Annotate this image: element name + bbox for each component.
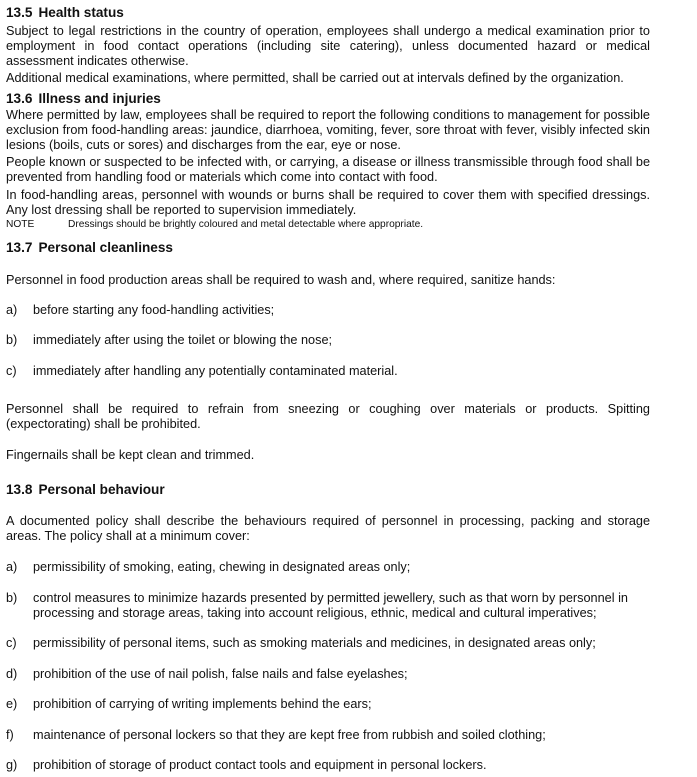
- list-marker: a): [6, 560, 18, 574]
- list-marker: b): [6, 591, 18, 605]
- paragraph: Where permitted by law, employees shall be required to report the following conditions to management for possible exclusion from food-handling areas: jaundice, diarrhoea, vomiting, fever, sore throat with fever, visibly infected skin lesions (boils, cuts or sores) and discharges from the ear, eye or nose.: [6, 108, 650, 152]
- note-label: NOTE: [6, 219, 35, 230]
- section-title: Personal cleanliness: [38, 240, 173, 255]
- list-item: [6, 303, 650, 318]
- list-item: [6, 364, 650, 379]
- list-item: [6, 728, 650, 743]
- list-item-text: prohibition of storage of product contact tools and equipment in personal lockers.: [33, 758, 487, 772]
- list-item: [6, 636, 650, 651]
- paragraph: A documented policy shall describe the behaviours required of personnel in processing, packing and storage areas. The policy shall at a minimum cover:: [6, 514, 650, 543]
- list-item: [6, 560, 650, 575]
- section-title: Health status: [38, 5, 124, 20]
- list-item-text: prohibition of the use of nail polish, false nails and false eyelashes;: [33, 667, 408, 681]
- list-item: [6, 758, 650, 773]
- list-item: [6, 591, 650, 621]
- list-item: [6, 667, 650, 682]
- list-item-text: prohibition of carrying of writing implements behind the ears;: [33, 697, 372, 711]
- list-marker: e): [6, 697, 18, 711]
- paragraph: In food-handling areas, personnel with wounds or burns shall be required to cover them with specified dressings. Any lost dressing shall be reported to supervision immediately.: [6, 188, 650, 217]
- list-item-text: permissibility of smoking, eating, chewing in designated areas only;: [33, 560, 411, 574]
- paragraph: Additional medical examinations, where permitted, shall be carried out at intervals defined by the organization.: [6, 71, 624, 85]
- list-item-text: control measures to minimize hazards presented by permitted jewellery, such as that worn by personnel in processing and storage areas, taking into account religious, ethnic, medical and cultural imperatives;: [33, 591, 628, 620]
- paragraph: Personnel in food production areas shall be required to wash and, where required, sanitize hands:: [6, 273, 556, 287]
- list-item-text: immediately after handling any potentially contaminated material.: [33, 364, 398, 378]
- paragraph: Personnel shall be required to refrain from sneezing or coughing over materials or products. Spitting (expectorating) shall be prohibited.: [6, 402, 650, 431]
- section-number: 13.7: [6, 240, 33, 255]
- list-item-text: before starting any food-handling activities;: [33, 303, 275, 317]
- section-heading-13-5: [6, 5, 124, 21]
- list-item: [6, 333, 650, 348]
- section-number: 13.5: [6, 5, 33, 20]
- section-heading-13-7: [6, 240, 173, 256]
- section-heading-13-8: [6, 482, 165, 498]
- section-title: Personal behaviour: [38, 482, 165, 497]
- list-item: [6, 697, 650, 712]
- note: [6, 219, 423, 231]
- note-text: Dressings should be brightly coloured and metal detectable where appropriate.: [68, 219, 424, 230]
- list-marker: g): [6, 758, 18, 772]
- list-marker: a): [6, 303, 18, 317]
- section-number: 13.8: [6, 482, 33, 497]
- paragraph: People known or suspected to be infected with, or carrying, a disease or illness transmissible through food shall be prevented from handling food or materials which come into contact with food.: [6, 155, 650, 184]
- section-number: 13.6: [6, 91, 33, 106]
- list-marker: d): [6, 667, 18, 681]
- section-heading-13-6: [6, 91, 161, 107]
- paragraph: Fingernails shall be kept clean and trimmed.: [6, 448, 255, 462]
- list-item-text: permissibility of personal items, such as smoking materials and medicines, in designated areas only;: [33, 636, 596, 650]
- paragraph: Subject to legal restrictions in the country of operation, employees shall undergo a medical examination prior to employment in food contact operations (including site catering), unless documented hazard or medical assessment indicates otherwise.: [6, 24, 650, 68]
- list-marker: f): [6, 728, 14, 742]
- list-item-text: immediately after using the toilet or blowing the nose;: [33, 333, 333, 347]
- section-title: Illness and injuries: [38, 91, 161, 106]
- list-marker: b): [6, 333, 18, 347]
- list-item-text: maintenance of personal lockers so that they are kept free from rubbish and soiled clothing;: [33, 728, 546, 742]
- list-marker: c): [6, 636, 17, 650]
- list-marker: c): [6, 364, 17, 378]
